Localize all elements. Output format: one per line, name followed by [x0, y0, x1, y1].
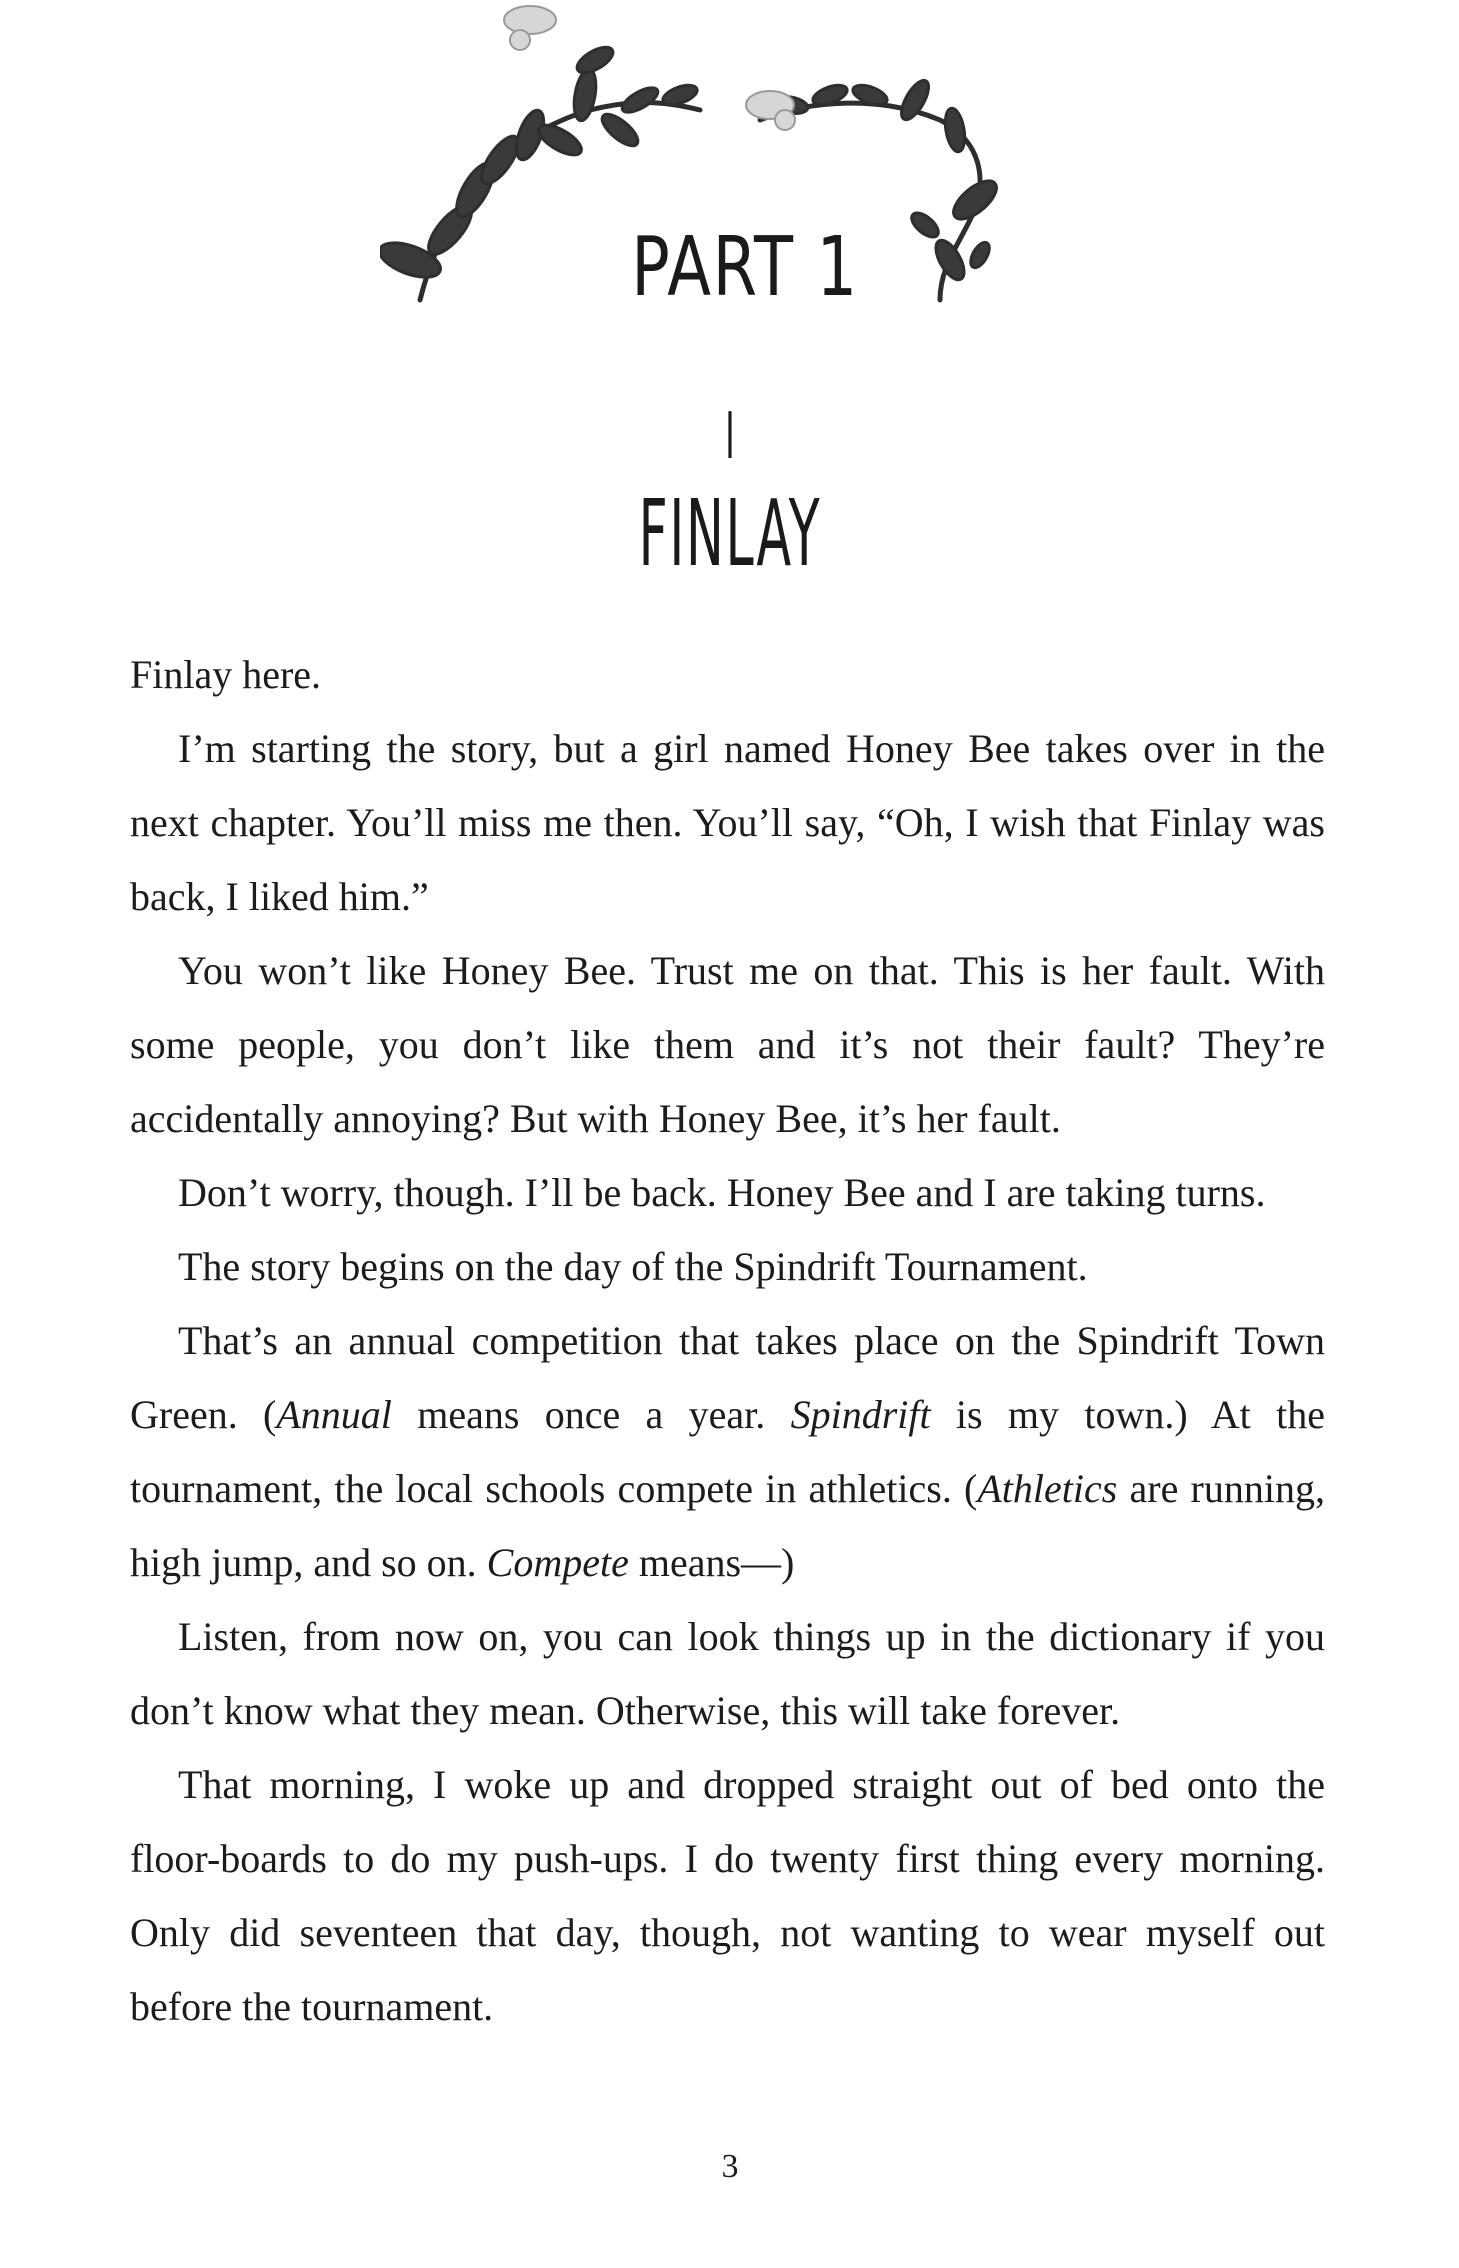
paragraph: Finlay here. — [130, 652, 322, 697]
part-title: PART 1 — [631, 220, 859, 315]
italic-term: Spindrift — [790, 1392, 931, 1437]
chapter-title: FINLAY — [638, 480, 822, 587]
page-number: 3 — [721, 2148, 739, 2185]
text-span: That’s an annual competition that takes place on the Spindrift Town Green. ( — [130, 1318, 1325, 1437]
paragraph: That morning, I woke up and dropped straight out of bed onto the floor-boards to do my push-ups. I do twenty first thing every morning. Only did seventeen that day, though, not wanting to wear myself out before the tournament. — [130, 1762, 1325, 2029]
paragraph — [130, 1304, 1325, 1600]
text-span: are running, high jump, and so on. — [130, 1466, 1325, 1585]
italic-term: Compete — [486, 1540, 629, 1585]
text-span: means—) — [628, 1540, 795, 1585]
text-span: means once a year. — [391, 1392, 791, 1437]
text-span: is my town.) At the tournament, the local schools compete in athletics. ( — [130, 1392, 1325, 1511]
paragraph: The story begins on the day of the Spindrift Tournament. — [178, 1244, 1088, 1289]
italic-term: Annual — [276, 1392, 392, 1437]
paragraph: Don’t worry, though. I’ll be back. Honey Bee and I are taking turns. — [178, 1170, 1266, 1215]
chapter-body — [130, 638, 1325, 2044]
chapter-number: I — [725, 400, 735, 474]
italic-term: Athletics — [977, 1466, 1118, 1511]
paragraph: Listen, from now on, you can look things up in the dictionary if you don’t know what they mean. Otherwise, this will take forever. — [130, 1614, 1325, 1733]
paragraph: You won’t like Honey Bee. Trust me on that. This is her fault. With some people, you don’t like them and it’s not their fault? They’re accidentally annoying? But with Honey Bee, it’s her fault. — [130, 948, 1325, 1141]
paragraph: I’m starting the story, but a girl named Honey Bee takes over in the next chapter. You’ll miss me then. You’ll say, “Oh, I wish that Finlay was back, I liked him.” — [130, 726, 1325, 919]
